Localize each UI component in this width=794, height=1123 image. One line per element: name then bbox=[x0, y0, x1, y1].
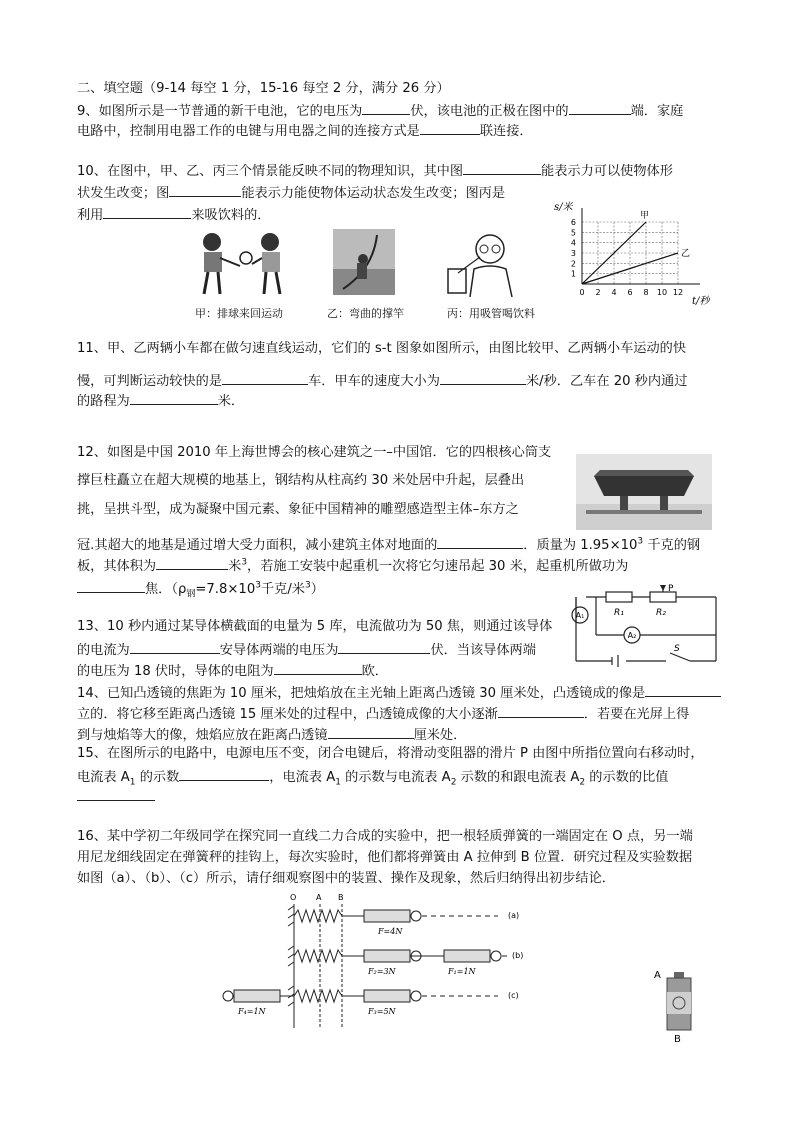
q13-text: 伏．当该导体两端 bbox=[430, 643, 536, 658]
answer-blank[interactable] bbox=[440, 372, 526, 385]
y-tick-label: 2 bbox=[570, 259, 576, 269]
answer-blank[interactable] bbox=[179, 768, 269, 781]
q12-text: ） bbox=[310, 582, 324, 597]
point-a-label: A bbox=[316, 893, 322, 902]
series-yi-label: 乙 bbox=[681, 249, 691, 259]
q16-line2: 用尼龙细线固定在弹簧秤的挂钩上，每次实验时，他们都将弹簧由 A 拉伸到 B 位置．研究过程及实验数据 bbox=[77, 850, 693, 865]
q13-text: 安导体两端的电压为 bbox=[219, 643, 339, 658]
q13-text: 的电流为 bbox=[77, 643, 130, 658]
answer-blank[interactable] bbox=[338, 641, 430, 654]
q10-text: 能表示力能使物体运动状态发生改变；图丙是 bbox=[241, 186, 506, 201]
q12-text: 板，其体积为 bbox=[77, 559, 157, 574]
superscript: 3 bbox=[637, 536, 644, 547]
q13-text: 欧． bbox=[361, 664, 388, 679]
x-tick-label: 12 bbox=[672, 288, 684, 297]
section-title: 二、填空题（9-14 每空 1 分，15-16 每空 2 分，满分 26 分） bbox=[77, 81, 450, 96]
q11-text: 米/秒．乙车在 20 秒内通过 bbox=[525, 374, 688, 389]
battery-end-a-label: A bbox=[654, 970, 661, 981]
q12-line2: 撑巨柱矗立在超大规模的地基上，钢结构从柱高约 30 米处居中升起，层叠出 bbox=[77, 473, 525, 488]
answer-blank[interactable] bbox=[222, 372, 308, 385]
point-b-label: B bbox=[338, 893, 344, 902]
answer-blank[interactable] bbox=[569, 102, 631, 115]
superscript: 3 bbox=[255, 580, 261, 591]
q11-line2 bbox=[77, 372, 687, 388]
q11-line3 bbox=[77, 392, 244, 408]
x-tick-label: 0 bbox=[579, 288, 585, 297]
q12-line6 bbox=[77, 580, 324, 600]
q12-text: 焦．（ρ bbox=[145, 582, 187, 597]
q14-text: 立的．将它移至距离凸透镜 15 厘米处的过程中，凸透镜成像的大小逐渐 bbox=[77, 707, 498, 722]
ammeter-a2-label: A₂ bbox=[627, 631, 637, 640]
answer-blank[interactable] bbox=[77, 788, 155, 801]
subscript: 2 bbox=[579, 777, 586, 788]
q11-line1: 11、甲、乙两辆小车都在做匀速直线运动，它们的 s-t 图象如图所示，由图比较甲、乙两辆小车运动的快 bbox=[77, 341, 687, 356]
point-o-label: O bbox=[290, 893, 297, 902]
x-tick-label: 8 bbox=[643, 288, 649, 297]
q16-line3: 如图（a）、（b）、（c）所示，请仔细观察图中的装置、操作及现象，然后归纳得出初步结论． bbox=[77, 871, 615, 886]
slider-p-label: P bbox=[668, 584, 674, 594]
q9-text: 9、如图所示是一节普通的新干电池，它的电压为 bbox=[77, 104, 363, 119]
series-jia-label: 甲 bbox=[640, 211, 650, 221]
subscript: 1 bbox=[129, 777, 136, 788]
answer-blank[interactable] bbox=[645, 684, 721, 697]
q13-line2 bbox=[77, 641, 536, 657]
q10-line3 bbox=[77, 206, 271, 222]
answer-blank[interactable] bbox=[362, 102, 410, 115]
q10-line1 bbox=[77, 162, 673, 178]
q12-text: 千克的钢 bbox=[643, 538, 701, 553]
q10-text: 利用 bbox=[77, 208, 104, 223]
q10-text: 能表示力可以使物体形 bbox=[541, 164, 673, 179]
q15-text: 的示数与电流表 A bbox=[340, 770, 451, 785]
battery-end-b-label: B bbox=[674, 1034, 681, 1045]
q14-line2 bbox=[77, 705, 689, 721]
force-f2-label: F₂=3N bbox=[368, 967, 396, 976]
y-axis-label: s/米 bbox=[554, 202, 573, 213]
q11-text: 米． bbox=[217, 394, 245, 409]
answer-blank[interactable] bbox=[437, 536, 523, 549]
q14-text: 厘米处． bbox=[413, 728, 467, 743]
force-fa-label: F=4N bbox=[378, 927, 403, 936]
switch-s-label: S bbox=[674, 644, 680, 654]
q12-line1: 12、如图是中国 2010 年上海世博会的核心建筑之一–中国馆．它的四根核心筒支 bbox=[77, 445, 552, 460]
q10-text: 状发生改变；图 bbox=[77, 186, 170, 201]
superscript: 3 bbox=[304, 580, 311, 591]
x-tick-label: 2 bbox=[595, 288, 601, 297]
answer-blank[interactable] bbox=[130, 641, 220, 654]
caption-bing: 丙：用吸管喝饮料 bbox=[447, 307, 535, 320]
q12-text: =7.8×10 bbox=[195, 582, 256, 597]
superscript: 3 bbox=[241, 557, 248, 568]
q15-line2 bbox=[77, 768, 669, 788]
q14-text: 14、已知凸透镜的焦距为 10 厘米，把烛焰放在主光轴上距离凸透镜 30 厘米处，凸透镜成的像是 bbox=[77, 686, 646, 701]
q16-line1: 16、某中学初二年级同学在探究同一直线二力合成的实验中，把一根轻质弹簧的一端固定在 O 点，另一端 bbox=[77, 829, 693, 844]
y-tick-label: 4 bbox=[570, 238, 576, 248]
q12-line4 bbox=[77, 536, 700, 552]
q9-line2 bbox=[77, 122, 533, 138]
q15-text: 电流表 A bbox=[77, 770, 130, 785]
q10-text: 来吸饮料的． bbox=[191, 208, 271, 223]
circuit-diagram bbox=[566, 583, 722, 667]
q12-text: 冠.其超大的地基是通过增大受力面积，减小建筑主体对地面的 bbox=[77, 538, 438, 553]
q13-text: 的电压为 18 伏时，导体的电阻为 bbox=[77, 664, 274, 679]
x-axis-label: t/秒 bbox=[692, 296, 710, 307]
answer-blank[interactable] bbox=[420, 122, 480, 135]
q12-text: 千克/米 bbox=[260, 582, 305, 597]
q9-text: 联连接． bbox=[479, 124, 533, 139]
y-tick-label: 3 bbox=[570, 249, 576, 258]
q14-text: 到与烛焰等大的像，烛焰应放在距离凸透镜 bbox=[77, 728, 328, 743]
answer-blank[interactable] bbox=[498, 705, 584, 718]
case-b-label: (b) bbox=[512, 951, 524, 960]
q12-line5 bbox=[77, 557, 628, 573]
answer-blank[interactable] bbox=[77, 580, 145, 593]
y-tick-label: 5 bbox=[570, 228, 576, 238]
x-tick-label: 10 bbox=[656, 288, 668, 297]
resistor-r2-label: R₂ bbox=[656, 608, 666, 618]
st-graph bbox=[552, 200, 718, 312]
q12-text: ，若施工安装中起重机一次将它匀速吊起 30 米，起重机所做功为 bbox=[247, 559, 629, 574]
q14-line3 bbox=[77, 726, 466, 742]
q12-text: ．质量为 1.95×10 bbox=[523, 538, 638, 553]
y-tick-label: 6 bbox=[570, 218, 576, 227]
q15-text: 示数的和跟电流表 A bbox=[456, 770, 580, 785]
case-c-label: (c) bbox=[508, 991, 519, 1000]
answer-blank[interactable] bbox=[103, 206, 191, 219]
answer-blank[interactable] bbox=[274, 662, 362, 675]
subscript: 1 bbox=[335, 777, 341, 788]
q15-text: ，电流表 A bbox=[269, 770, 336, 785]
subscript: 钢 bbox=[186, 589, 196, 600]
answer-blank[interactable] bbox=[130, 392, 218, 405]
q11-text: 的路程为 bbox=[77, 394, 130, 409]
straw-drink-figure bbox=[440, 229, 520, 299]
q15-text: 的示数 bbox=[135, 770, 180, 785]
q10-line2 bbox=[77, 184, 505, 200]
x-tick-label: 6 bbox=[627, 288, 633, 297]
q15-line1: 15、在图所示的电路中，电源电压不变，闭合电键后，将滑动变阻器的滑片 P 由图中所指位置向右移动时， bbox=[77, 746, 704, 761]
answer-blank[interactable] bbox=[328, 726, 414, 739]
q14-line1 bbox=[77, 684, 721, 700]
caption-yi: 乙：弯曲的撑竿 bbox=[327, 307, 404, 320]
q9-text: 伏，该电池的正极在图中的 bbox=[410, 104, 569, 119]
spring-experiment-diagram bbox=[218, 890, 530, 1032]
force-f1-label: F₁=1N bbox=[448, 967, 476, 976]
q11-text: 车．甲车的速度大小为 bbox=[308, 374, 440, 389]
china-pavilion-photo bbox=[576, 454, 712, 530]
volleyball-figure bbox=[190, 228, 296, 304]
caption-jia: 甲：排球来回运动 bbox=[195, 307, 283, 320]
q15-text: 的示数的比值 bbox=[585, 770, 669, 785]
x-tick-label: 4 bbox=[611, 288, 617, 297]
q9-text: 端．家庭 bbox=[630, 104, 684, 119]
ammeter-a1-label: A₁ bbox=[575, 611, 585, 620]
q14-text: ．若要在光屏上得 bbox=[583, 707, 690, 722]
subscript: 2 bbox=[450, 777, 457, 788]
answer-blank[interactable] bbox=[463, 162, 541, 175]
q13-line1: 13、10 秒内通过某导体横截面的电量为 5 库，电流做功为 50 焦，则通过该导体 bbox=[77, 619, 553, 634]
q9-line1 bbox=[77, 102, 683, 118]
answer-blank[interactable] bbox=[156, 557, 228, 570]
q10-text: 10、在图中，甲、乙、丙三个情景能反映不同的物理知识，其中图 bbox=[77, 164, 464, 179]
q12-line3: 挑，呈拱斗型，成为凝聚中国元素、象征中国精神的雕塑感造型主体–东方之 bbox=[77, 502, 519, 517]
force-f3-label: F₃=5N bbox=[368, 1007, 396, 1016]
y-tick-label: 1 bbox=[570, 269, 576, 279]
q12-text: 米 bbox=[228, 559, 242, 574]
q15-line3 bbox=[77, 788, 155, 804]
force-f4-label: F₄=1N bbox=[238, 1007, 266, 1016]
answer-blank[interactable] bbox=[169, 184, 241, 197]
case-a-label: (a) bbox=[508, 911, 520, 920]
resistor-r1-label: R₁ bbox=[614, 608, 624, 618]
pole-vault-photo bbox=[333, 229, 395, 295]
q11-text: 慢，可判断运动较快的是 bbox=[77, 374, 223, 389]
q9-text: 电路中，控制用电器工作的电键与用电器之间的连接方式是 bbox=[77, 124, 420, 139]
q13-line3 bbox=[77, 662, 388, 678]
battery-figure bbox=[650, 966, 696, 1046]
